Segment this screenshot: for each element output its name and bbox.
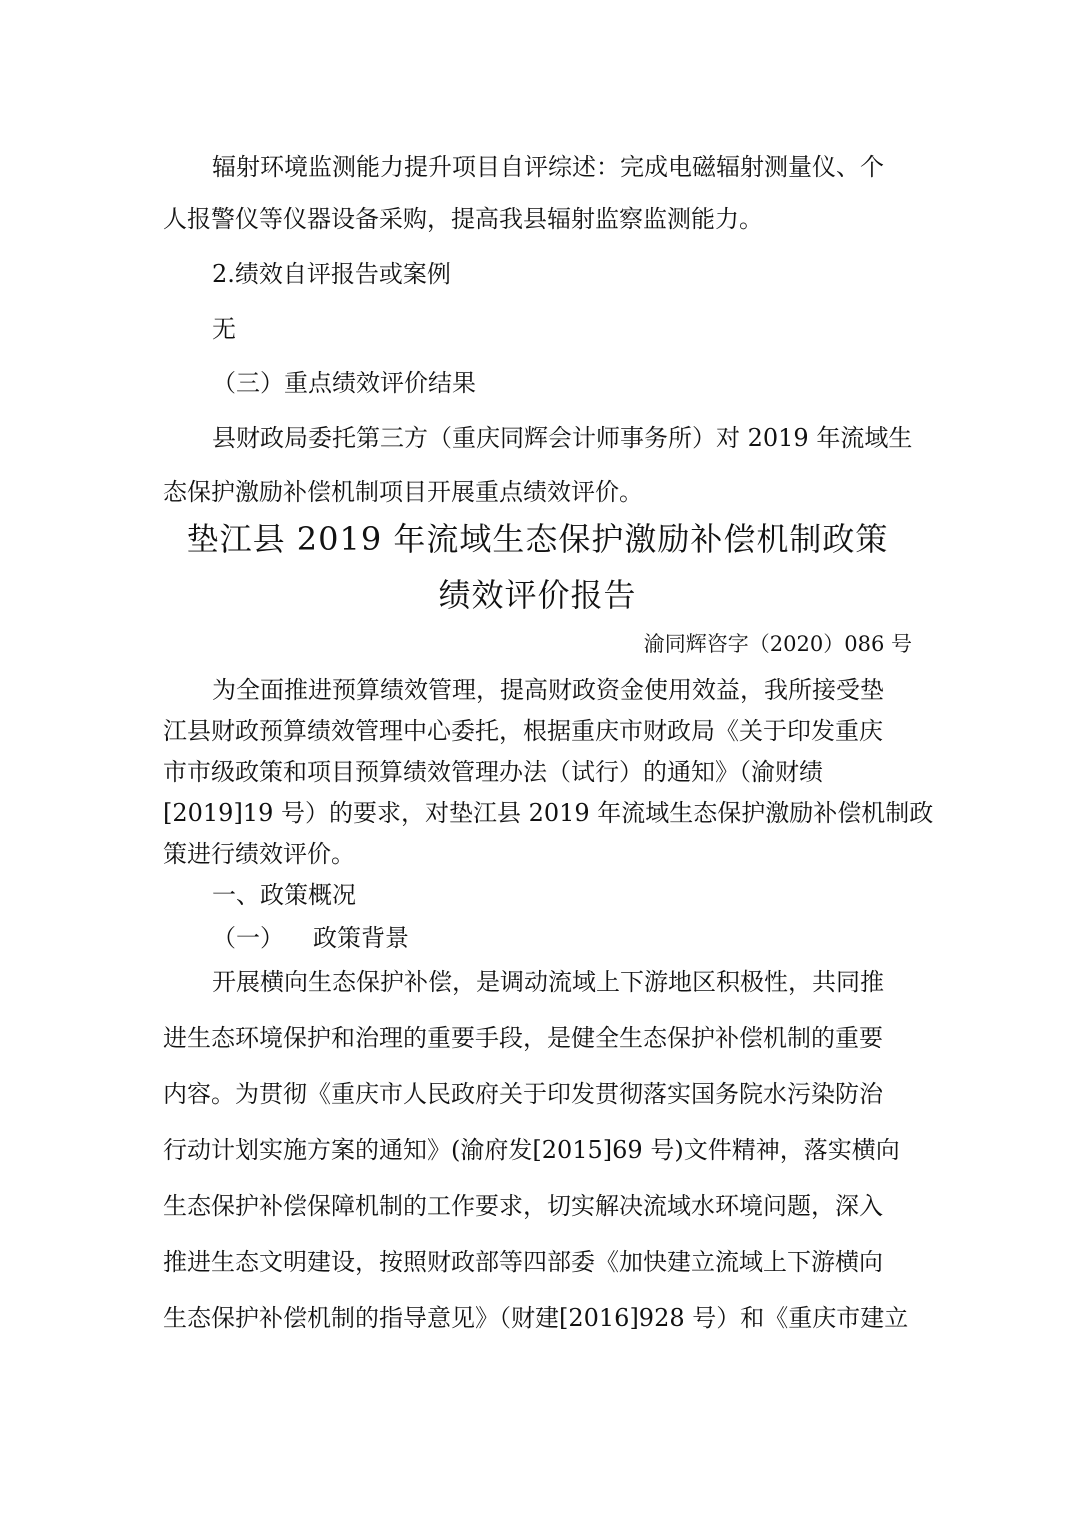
paragraph-line: [2019]19 号）的要求，对垫江县 2019 年流域生态保护激励补偿机制政 (163, 799, 934, 827)
paragraph-line: 生态保护补偿保障机制的工作要求，切实解决流域水环境问题，深入 (163, 1192, 883, 1220)
paragraph-line: 策进行绩效评价。 (163, 840, 355, 868)
subsection-title: 政策背景 (313, 924, 409, 952)
paragraph-line: 人报警仪等仪器设备采购，提高我县辐射监察监测能力。 (163, 205, 763, 233)
paragraph-line: 市市级政策和项目预算绩效管理办法（试行）的通知》（渝财绩 (163, 758, 823, 786)
section-heading: （三）重点绩效评价结果 (212, 369, 476, 397)
paragraph-line: 行动计划实施方案的通知》(渝府发[2015]69 号)文件精神，落实横向 (163, 1136, 900, 1164)
subsection-number: （一） (212, 924, 284, 952)
paragraph-line: 生态保护补偿机制的指导意见》（财建[2016]928 号）和《重庆市建立 (163, 1304, 909, 1332)
paragraph-line: 辐射环境监测能力提升项目自评综述：完成电磁辐射测量仪、个 (212, 153, 884, 181)
paragraph-line: 内容。为贯彻《重庆市人民政府关于印发贯彻落实国务院水污染防治 (163, 1080, 883, 1108)
paragraph-line: 为全面推进预算绩效管理，提高财政资金使用效益，我所接受垫 (212, 676, 884, 704)
paragraph-line: 推进生态文明建设，按照财政部等四部委《加快建立流域上下游横向 (163, 1248, 883, 1276)
paragraph-line: 进生态环境保护和治理的重要手段，是健全生态保护补偿机制的重要 (163, 1024, 883, 1052)
paragraph-line: 江县财政预算绩效管理中心委托，根据重庆市财政局《关于印发重庆 (163, 717, 883, 745)
document-number: 渝同辉咨字（2020）086 号 (643, 632, 912, 656)
paragraph-line: 县财政局委托第三方（重庆同辉会计师事务所）对 2019 年流域生 (212, 424, 913, 452)
paragraph-line: 开展横向生态保护补偿，是调动流域上下游地区积极性，共同推 (212, 968, 884, 996)
report-title: 垫江县 2019 年流域生态保护激励补偿机制政策 (186, 520, 889, 558)
report-subtitle: 绩效评价报告 (438, 576, 637, 614)
paragraph-line: 无 (212, 315, 236, 343)
section-heading: 一、政策概况 (212, 881, 356, 909)
paragraph-line: 态保护激励补偿机制项目开展重点绩效评价。 (163, 478, 643, 506)
item-heading: 2.绩效自评报告或案例 (212, 260, 451, 288)
